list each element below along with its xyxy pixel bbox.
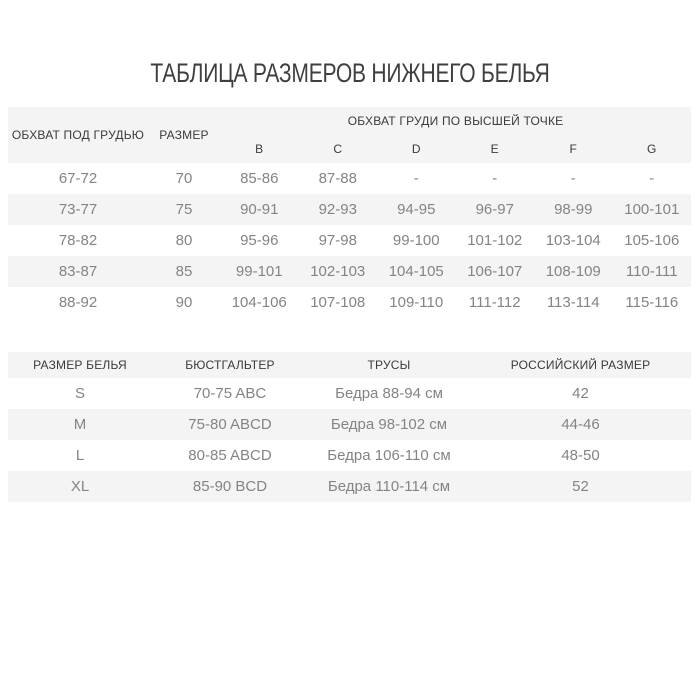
panties-cell: Бедра 98-102 см [308, 409, 470, 440]
col-header-russian-size: РОССИЙСКИЙ РАЗМЕР [470, 352, 691, 378]
underbust-cell: 73-77 [8, 194, 148, 225]
garment-size-cell: L [75, 447, 85, 464]
bra-cell: 85-90 BCD [152, 471, 308, 502]
cup-b-cell: 99-101 [220, 256, 299, 287]
garment-size-cell: S [74, 385, 85, 402]
cup-f-cell: 113-114 [546, 294, 600, 311]
cup-d-cell: 104-105 [377, 256, 456, 287]
garment-size-cell: XL [8, 471, 152, 502]
cup-c-cell: 107-108 [310, 294, 366, 311]
cup-f-cell: 108-109 [534, 256, 613, 287]
cup-d-cell: - [413, 170, 419, 187]
col-header-bra: БЮСТГАЛЬТЕР [152, 352, 308, 378]
cup-d-cell: 94-95 [377, 194, 456, 225]
cup-e-cell: 106-107 [456, 256, 535, 287]
col-header-garment-size: РАЗМЕР БЕЛЬЯ [8, 352, 152, 378]
col-header-cup-e: E [456, 135, 535, 163]
cup-c-cell: 87-88 [318, 170, 357, 187]
table-row [8, 440, 691, 471]
underbust-cell: 88-92 [58, 294, 98, 311]
cup-c-cell: 97-98 [318, 232, 357, 249]
col-header-underbust: ОБХВАТ ПОД ГРУДЬЮ [8, 107, 148, 163]
size-cell: 80 [175, 232, 193, 249]
page-title: ТАБЛИЦА РАЗМЕРОВ НИЖНЕГО БЕЛЬЯ [150, 58, 550, 88]
header-row [8, 352, 691, 378]
russian-size-cell: 42 [572, 385, 589, 402]
bra-cell: 75-80 ABCD [152, 409, 308, 440]
garment-size-table [8, 352, 691, 502]
cup-f-cell: 103-104 [545, 232, 601, 249]
bust-size-table [8, 107, 691, 318]
table-row [8, 287, 691, 318]
bra-cell: 80-85 ABCD [188, 447, 272, 464]
table-row [8, 378, 691, 409]
panties-cell: Бедра 88-94 см [335, 385, 443, 402]
cup-g-cell: 100-101 [613, 194, 692, 225]
garment-size-table-header [8, 352, 691, 378]
cup-e-cell: - [492, 170, 498, 187]
russian-size-cell: 52 [470, 471, 691, 502]
table-row [8, 163, 691, 194]
cup-d-cell: 109-110 [389, 294, 444, 311]
russian-size-cell: 44-46 [470, 409, 691, 440]
bust-size-table-header [8, 107, 691, 163]
underbust-cell: 78-82 [58, 232, 98, 249]
panties-cell: Бедра 110-114 см [308, 471, 470, 502]
cup-c-cell: 102-103 [299, 256, 378, 287]
size-cell: 70 [175, 170, 193, 187]
col-header-size: РАЗМЕР [148, 107, 220, 163]
cup-f-cell: - [570, 170, 576, 187]
garment-size-cell: M [8, 409, 152, 440]
col-header-cup-c: C [299, 135, 378, 163]
col-header-panties: ТРУСЫ [308, 352, 470, 378]
cup-d-cell: 99-100 [392, 232, 440, 249]
header-row-group [8, 107, 691, 135]
underbust-cell: 83-87 [8, 256, 148, 287]
underbust-cell: 67-72 [58, 170, 98, 187]
cup-b-cell: 95-96 [240, 232, 279, 249]
col-header-cup-f: F [534, 135, 613, 163]
cup-g-cell: 110-111 [613, 256, 692, 287]
col-header-cup-d: D [377, 135, 456, 163]
russian-size-cell: 48-50 [561, 447, 600, 464]
panties-cell: Бедра 106-110 см [327, 447, 451, 464]
col-header-cup-b: B [220, 135, 299, 163]
col-header-cup-g: G [613, 135, 692, 163]
cup-b-cell: 90-91 [220, 194, 299, 225]
cup-e-cell: 96-97 [456, 194, 535, 225]
table-row [8, 471, 691, 502]
cup-c-cell: 92-93 [299, 194, 378, 225]
cup-b-cell: 104-106 [231, 294, 287, 311]
cup-e-cell: 111-112 [468, 294, 521, 311]
table-row [8, 225, 691, 256]
table-row [8, 409, 691, 440]
cup-e-cell: 101-102 [467, 232, 523, 249]
cup-g-cell: 105-106 [624, 232, 680, 249]
bra-cell: 70-75 ABC [193, 385, 267, 402]
cup-f-cell: 98-99 [534, 194, 613, 225]
col-header-bust-group: ОБХВАТ ГРУДИ ПО ВЫСШЕЙ ТОЧКЕ [220, 107, 691, 135]
cup-b-cell: 85-86 [240, 170, 279, 187]
size-cell: 75 [148, 194, 220, 225]
size-cell: 85 [148, 256, 220, 287]
size-cell: 90 [175, 294, 193, 311]
table-row [8, 194, 691, 225]
table-row [8, 256, 691, 287]
cup-g-cell: 115-116 [625, 294, 679, 311]
cup-g-cell: - [649, 170, 655, 187]
